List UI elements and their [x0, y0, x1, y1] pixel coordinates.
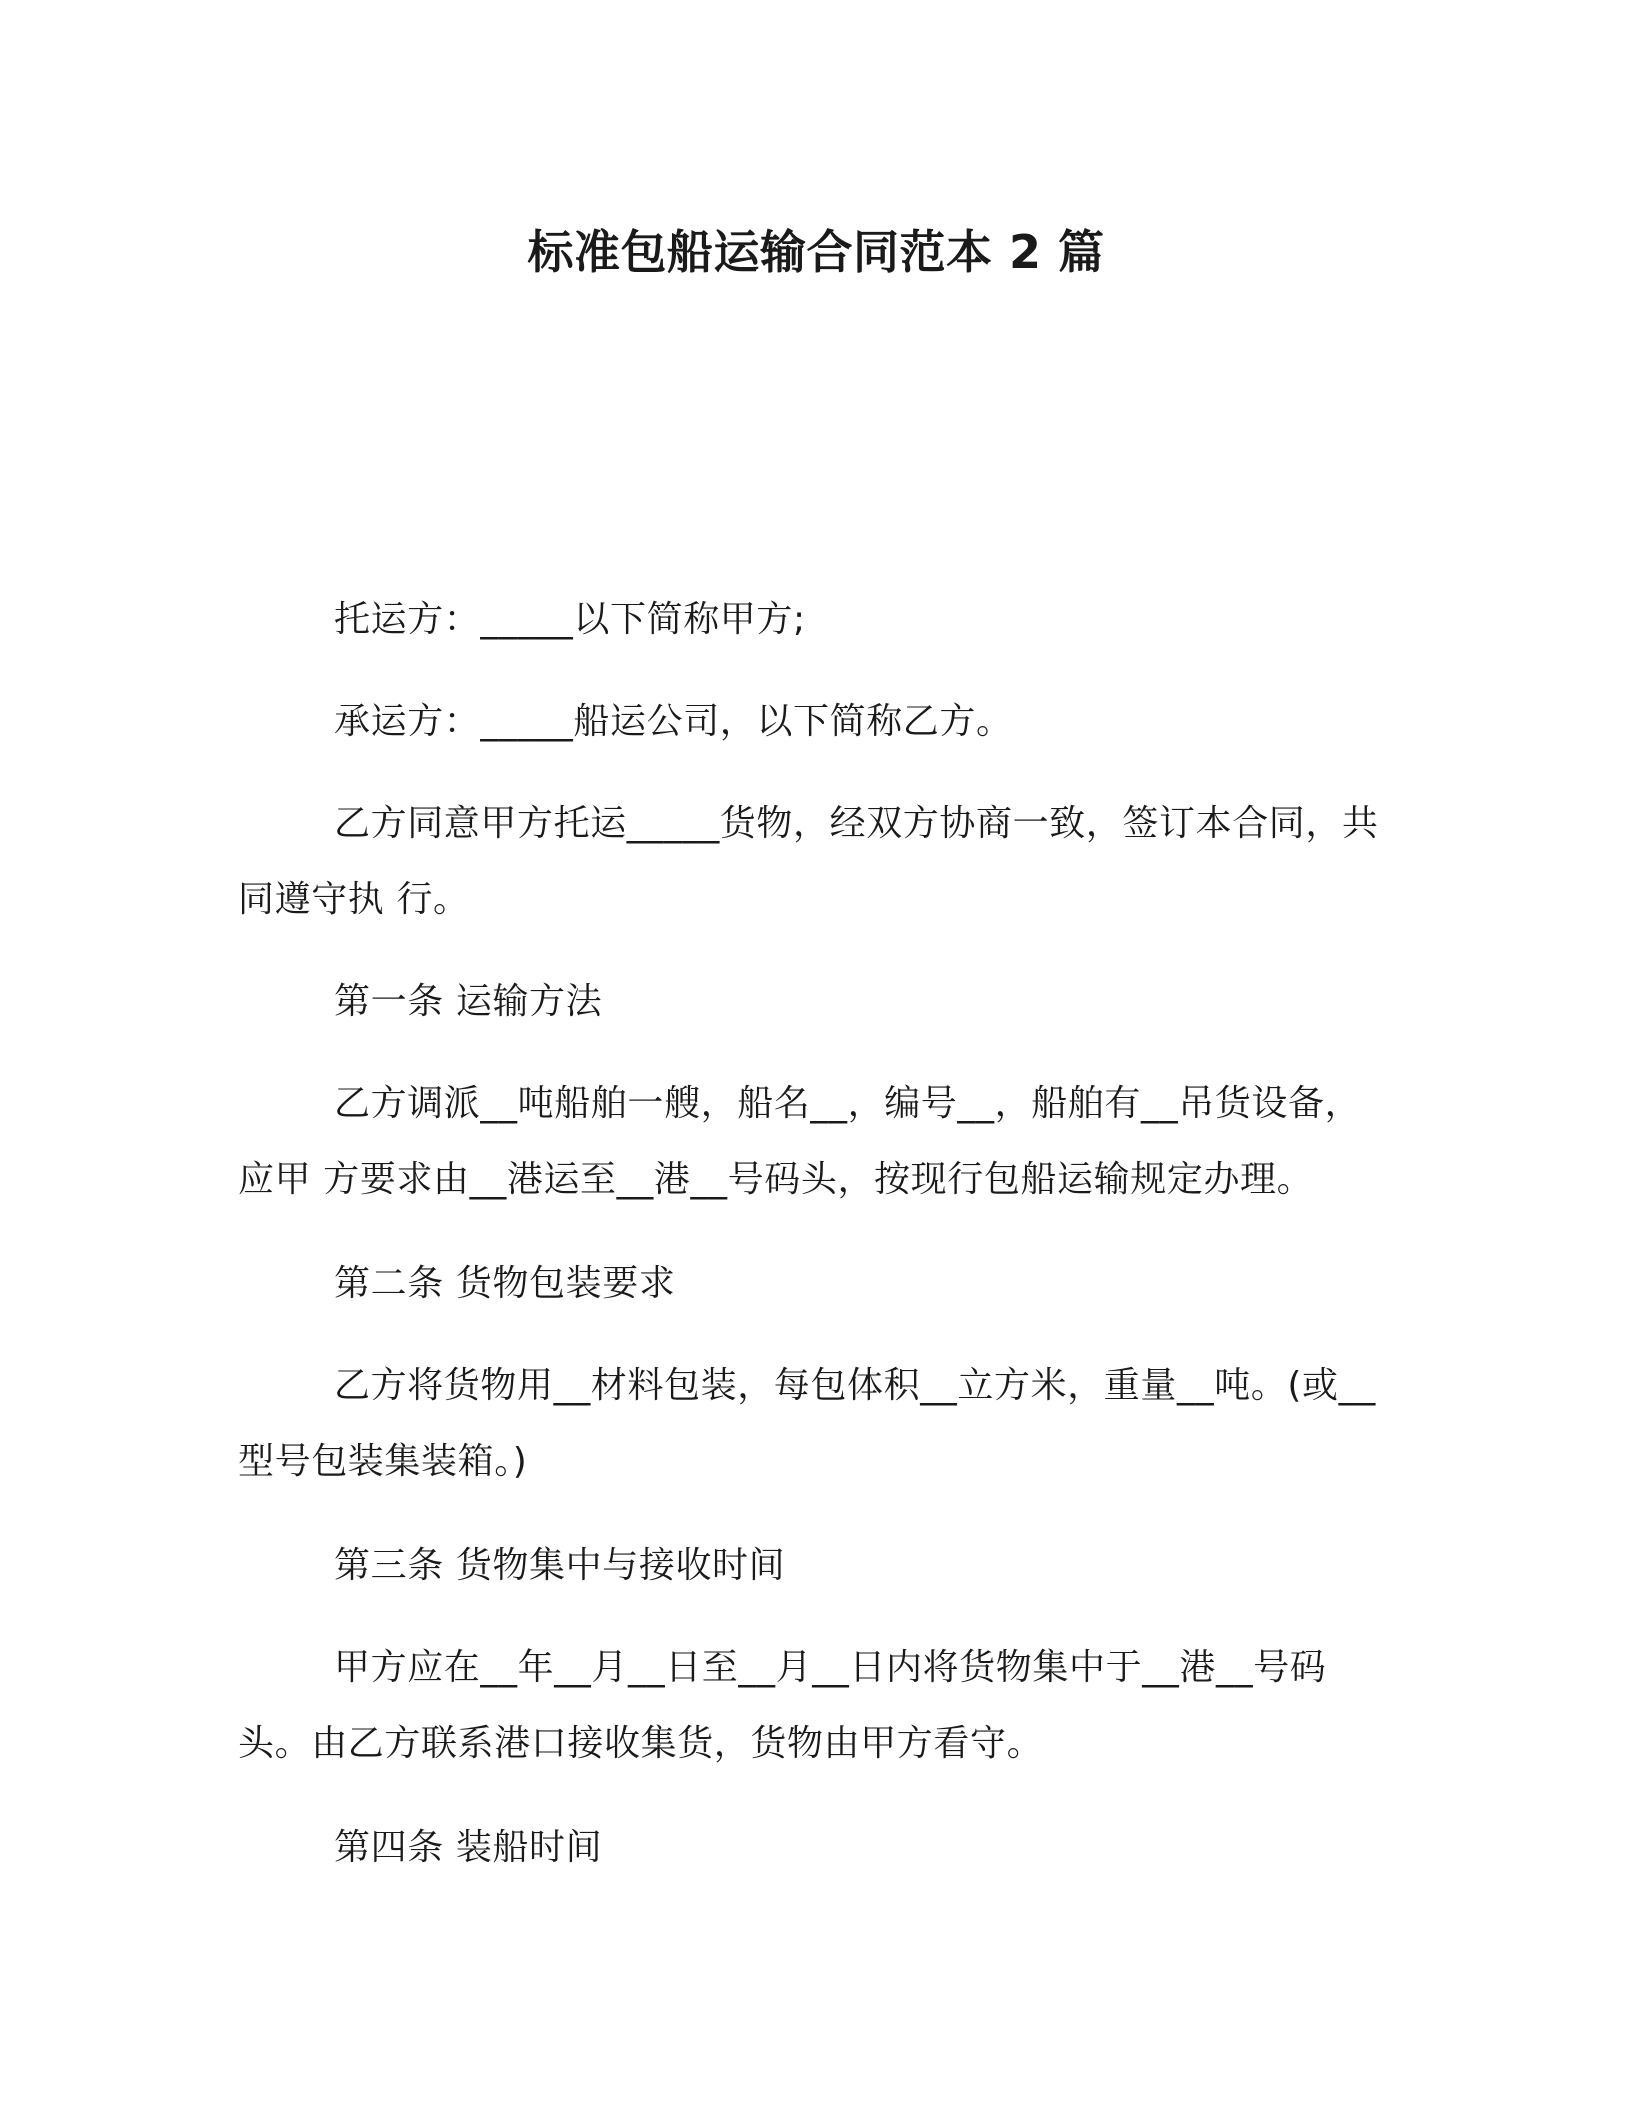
document-title: 标准包船运输合同范本 2 篇 [527, 225, 1105, 279]
article-2-body: 乙方将货物用__材料包装，每包体积__立方米，重量__吨。(或__型号包装集装箱。) [238, 1365, 1376, 1482]
article-1-heading: 第一条 运输方法 [334, 981, 603, 1022]
article-2-heading: 第二条 货物包装要求 [334, 1263, 676, 1304]
article-4-heading: 第四条 装船时间 [334, 1827, 603, 1868]
shipper-line: 托运方：_____以下简称甲方; [334, 599, 806, 640]
article-1-body: 乙方调派__吨船舶一艘，船名__，编号__，船舶有__吊货设备，应甲 方要求由__港运至__港__号码头，按现行包船运输规定办理。 [238, 1083, 1362, 1200]
article-3-heading: 第三条 货物集中与接收时间 [334, 1545, 786, 1586]
article-3-body: 甲方应在__年__月__日至__月__日内将货物集中于__港__号码头。由乙方联系港口接收集货，货物由甲方看守。 [238, 1647, 1327, 1764]
agreement-paragraph: 乙方同意甲方托运_____货物，经双方协商一致，签订本合同，共同遵守执 行。 [238, 803, 1379, 920]
carrier-line: 承运方：_____船运公司，以下简称乙方。 [334, 701, 1013, 742]
